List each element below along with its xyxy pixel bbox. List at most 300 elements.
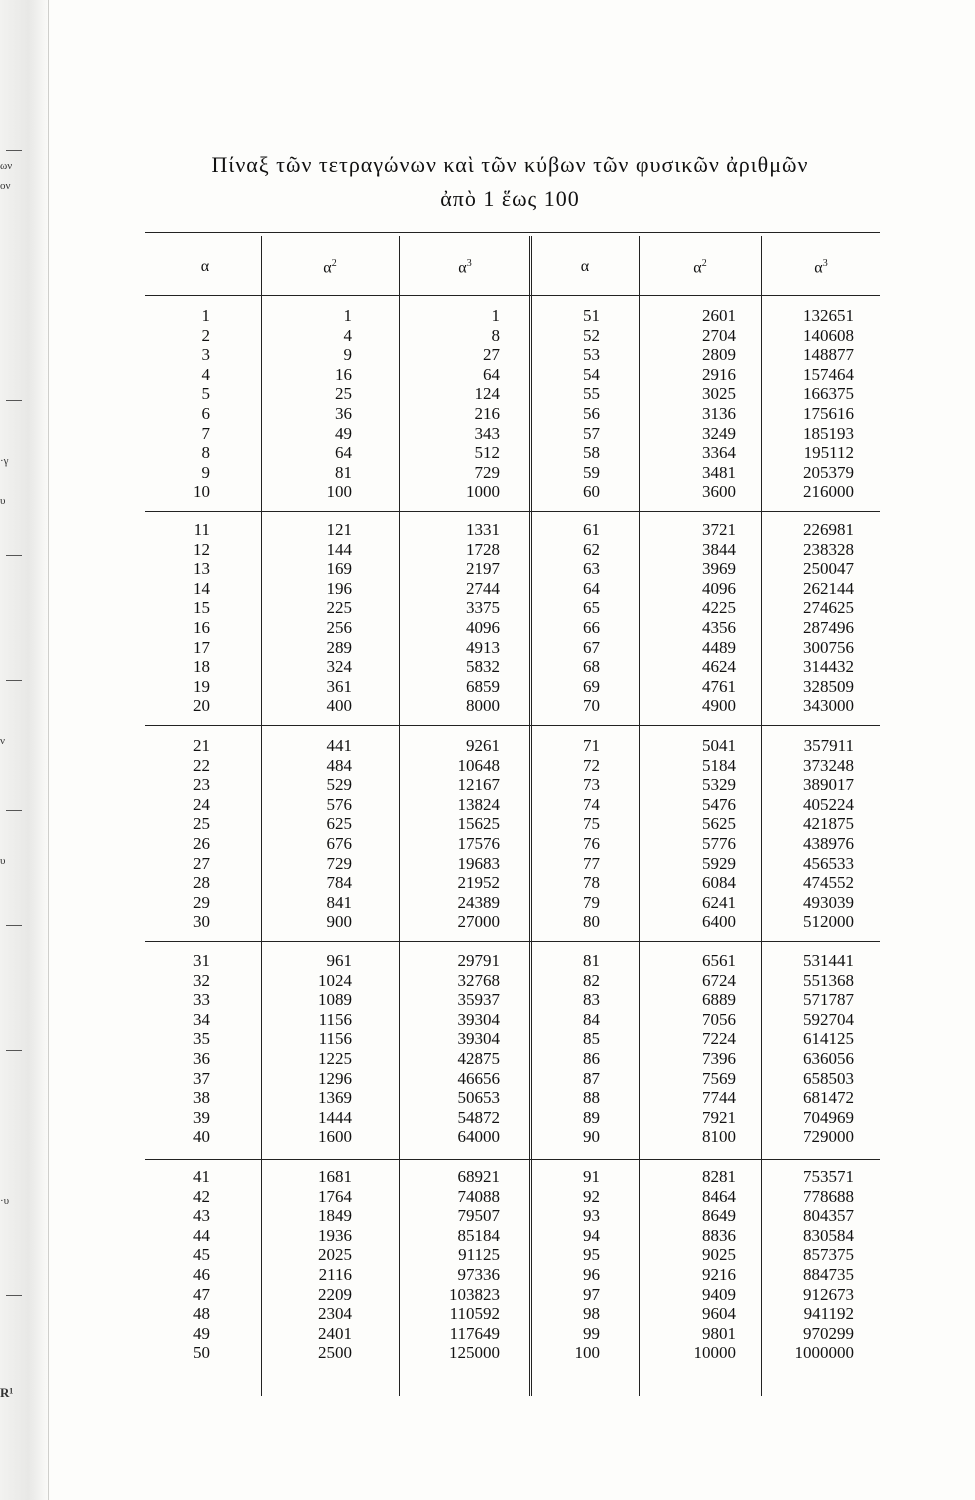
cell-square: 841 (326, 892, 352, 912)
cell-square: 1849 (318, 1206, 352, 1226)
cell-cube: 1331 (466, 520, 500, 539)
cell-square: 5041 (702, 736, 736, 755)
cell-square: 5929 (702, 853, 736, 873)
cell-n: 86 (583, 1048, 600, 1068)
table-column-group-3-left-n (150, 736, 210, 932)
cell-n: 77 (583, 853, 600, 873)
cell-n: 24 (193, 794, 210, 814)
cell-cube: 1 (491, 306, 500, 325)
page-subtitle: ἀπὸ 1 ἕως 100 (440, 186, 580, 211)
cell-square: 900 (326, 912, 352, 932)
cell-n: 9 (201, 462, 210, 482)
cell-cube: 3375 (466, 598, 500, 618)
cell-n: 60 (583, 482, 600, 502)
cell-n: 5 (201, 384, 210, 404)
table-column-rule (639, 236, 640, 1396)
cell-n: 33 (193, 990, 210, 1010)
cell-n: 48 (193, 1304, 210, 1324)
cell-n: 88 (583, 1088, 600, 1108)
cell-n: 2 (201, 325, 210, 345)
cell-cube: 195112 (803, 443, 854, 463)
cell-square: 1156 (318, 1009, 352, 1029)
cell-square: 9604 (702, 1304, 736, 1324)
cell-square: 36 (335, 403, 352, 423)
cell-square: 361 (326, 676, 352, 696)
cell-cube: 804357 (803, 1206, 854, 1226)
cell-square: 6241 (702, 892, 736, 912)
cell-n: 22 (193, 755, 210, 775)
cell-cube: 343 (474, 423, 500, 443)
cell-cube: 531441 (803, 951, 854, 970)
cell-n: 46 (193, 1264, 210, 1284)
cell-n: 71 (583, 736, 600, 755)
cell-cube: 117649 (449, 1323, 500, 1343)
cell-cube: 226981 (803, 520, 854, 539)
cell-square: 4624 (702, 657, 736, 677)
table-column-group-3-left-cube (400, 736, 500, 932)
cell-n: 80 (583, 912, 600, 932)
cell-cube: 753571 (803, 1167, 854, 1186)
cell-square: 4096 (702, 578, 736, 598)
cell-cube: 2744 (466, 578, 500, 598)
cell-cube: 456533 (803, 853, 854, 873)
cell-n: 17 (193, 637, 210, 657)
cell-square: 5776 (702, 833, 736, 853)
cell-square: 324 (326, 657, 352, 677)
cell-square: 8649 (702, 1206, 736, 1226)
cell-n: 29 (193, 892, 210, 912)
cell-n: 58 (583, 443, 600, 463)
cell-square: 961 (326, 951, 352, 970)
cell-square: 3721 (702, 520, 736, 539)
cell-cube: 39304 (457, 1009, 500, 1029)
cell-cube: 314432 (803, 657, 854, 677)
table-column-group-5-left-cube (400, 1167, 500, 1363)
cell-square: 7569 (702, 1068, 736, 1088)
table-column-group-5-right-cube (762, 1167, 854, 1363)
cell-cube: 12167 (457, 775, 500, 795)
cell-cube: 97336 (457, 1264, 500, 1284)
cell-n: 41 (193, 1167, 210, 1186)
cell-square: 2401 (318, 1323, 352, 1343)
cell-square: 16 (335, 364, 352, 384)
cell-cube: 238328 (803, 539, 854, 559)
cell-cube: 103823 (449, 1284, 500, 1304)
cell-n: 42 (193, 1186, 210, 1206)
cell-n: 66 (583, 617, 600, 637)
cell-square: 3249 (702, 423, 736, 443)
cell-square: 7056 (702, 1009, 736, 1029)
margin-fragment: ν (0, 735, 5, 747)
cell-n: 79 (583, 892, 600, 912)
cell-cube: 54872 (457, 1107, 500, 1127)
book-binding-edge (0, 0, 49, 1500)
cell-n: 18 (193, 657, 210, 677)
cell-cube: 343000 (803, 696, 854, 716)
table-column-group-4-left-sq (262, 951, 352, 1147)
cell-square: 9409 (702, 1284, 736, 1304)
cell-square: 3844 (702, 539, 736, 559)
cell-square: 289 (326, 637, 352, 657)
cell-square: 1444 (318, 1107, 352, 1127)
cell-n: 8 (201, 443, 210, 463)
cell-square: 7396 (702, 1048, 736, 1068)
cell-cube: 175616 (803, 403, 854, 423)
cell-n: 83 (583, 990, 600, 1010)
margin-fragment: R¹ (0, 1385, 14, 1400)
cell-cube: 729000 (803, 1127, 854, 1147)
cell-n: 7 (201, 423, 210, 443)
cell-cube: 912673 (803, 1284, 854, 1304)
cell-square: 6084 (702, 873, 736, 893)
cell-cube: 216 (474, 403, 500, 423)
cell-cube: 35937 (457, 990, 500, 1010)
cell-square: 676 (326, 833, 352, 853)
cell-n: 34 (193, 1009, 210, 1029)
table-column-group-2-left-sq (262, 520, 352, 716)
cell-square: 9025 (702, 1245, 736, 1265)
header-square-right: $\alpha^2$ (693, 258, 707, 277)
cell-cube: 124 (474, 384, 500, 404)
cell-cube: 157464 (803, 364, 854, 384)
cell-cube: 10648 (457, 755, 500, 775)
margin-fragment: υ (0, 495, 6, 507)
cell-square: 6561 (702, 951, 736, 970)
cell-n: 59 (583, 462, 600, 482)
header-n-left: α (200, 258, 210, 275)
cell-square: 10000 (693, 1343, 736, 1363)
table-column-group-4-right-n (532, 951, 600, 1147)
table-column-rule (531, 236, 532, 1396)
cell-n: 45 (193, 1245, 210, 1265)
cell-square: 2304 (318, 1304, 352, 1324)
cell-cube: 9261 (466, 736, 500, 755)
cell-n: 99 (583, 1323, 600, 1343)
cell-n: 69 (583, 676, 600, 696)
cell-n: 36 (193, 1048, 210, 1068)
cell-cube: 1728 (466, 539, 500, 559)
margin-fragment: ον (0, 180, 11, 192)
cell-cube: 2197 (466, 559, 500, 579)
table-column-group-2-right-n (532, 520, 600, 716)
cell-square: 4225 (702, 598, 736, 618)
cell-square: 169 (326, 559, 352, 579)
cell-square: 1936 (318, 1225, 352, 1245)
cell-n: 4 (201, 364, 210, 384)
cell-square: 7744 (702, 1088, 736, 1108)
cell-n: 23 (193, 775, 210, 795)
cell-square: 100 (326, 482, 352, 502)
cell-cube: 132651 (803, 306, 854, 325)
cell-n: 100 (574, 1343, 600, 1363)
cell-cube: 4096 (466, 617, 500, 637)
cell-n: 37 (193, 1068, 210, 1088)
cell-n: 94 (583, 1225, 600, 1245)
cell-square: 2809 (702, 345, 736, 365)
cell-n: 97 (583, 1284, 600, 1304)
cell-cube: 357911 (803, 736, 854, 755)
cell-n: 11 (193, 520, 210, 539)
cell-n: 82 (583, 970, 600, 990)
cell-cube: 27000 (457, 912, 500, 932)
cell-cube: 91125 (458, 1245, 500, 1265)
table-column-rule (399, 236, 400, 1396)
cell-n: 30 (193, 912, 210, 932)
cell-cube: 658503 (803, 1068, 854, 1088)
cell-n: 50 (193, 1343, 210, 1363)
cell-cube: 46656 (457, 1068, 500, 1088)
cell-n: 90 (583, 1127, 600, 1147)
table-column-group-1-left-n (150, 306, 210, 502)
cell-n: 53 (583, 345, 600, 365)
cell-n: 39 (193, 1107, 210, 1127)
cell-square: 1681 (318, 1167, 352, 1186)
cell-n: 51 (583, 306, 600, 325)
cell-square: 8100 (702, 1127, 736, 1147)
table-column-group-1-left-sq (262, 306, 352, 502)
table-column-group-5-left-n (150, 1167, 210, 1363)
cell-square: 2704 (702, 325, 736, 345)
cell-n: 32 (193, 970, 210, 990)
cell-square: 9216 (702, 1264, 736, 1284)
table-rule (145, 1159, 880, 1160)
cell-cube: 166375 (803, 384, 854, 404)
table-column-rule (761, 236, 762, 1396)
cell-square: 1024 (318, 970, 352, 990)
cell-n: 91 (583, 1167, 600, 1186)
table-column-group-3-right-sq (640, 736, 736, 932)
cell-cube: 493039 (803, 892, 854, 912)
cell-cube: 287496 (803, 617, 854, 637)
table-column-group-2-right-cube (762, 520, 854, 716)
table-rule (145, 295, 880, 296)
table-rule (145, 941, 880, 942)
cell-n: 78 (583, 873, 600, 893)
table-rule (145, 725, 880, 726)
cell-square: 81 (335, 462, 352, 482)
cell-square: 484 (326, 755, 352, 775)
cell-n: 38 (193, 1088, 210, 1108)
table-column-group-5-left-sq (262, 1167, 352, 1363)
cell-square: 1296 (318, 1068, 352, 1088)
cell-n: 61 (583, 520, 600, 539)
cell-n: 3 (201, 345, 210, 365)
cell-n: 47 (193, 1284, 210, 1304)
cell-square: 2209 (318, 1284, 352, 1304)
table-column-group-1-right-n (532, 306, 600, 502)
cell-n: 87 (583, 1068, 600, 1088)
cell-cube: 512 (474, 443, 500, 463)
cell-square: 400 (326, 696, 352, 716)
cell-square: 9801 (702, 1323, 736, 1343)
cell-cube: 328509 (803, 676, 854, 696)
table-column-group-4-right-sq (640, 951, 736, 1147)
cell-square: 2916 (702, 364, 736, 384)
cell-n: 28 (193, 873, 210, 893)
cell-square: 7224 (702, 1029, 736, 1049)
cell-n: 44 (193, 1225, 210, 1245)
cell-cube: 140608 (803, 325, 854, 345)
cell-square: 8836 (702, 1225, 736, 1245)
table-column-group-1-right-cube (762, 306, 854, 502)
cell-n: 20 (193, 696, 210, 716)
cell-square: 3600 (702, 482, 736, 502)
cell-cube: 50653 (457, 1088, 500, 1108)
cell-n: 10 (193, 482, 210, 502)
table-column-group-1-right-sq (640, 306, 736, 502)
cell-n: 73 (583, 775, 600, 795)
cell-cube: 74088 (457, 1186, 500, 1206)
cell-cube: 778688 (803, 1186, 854, 1206)
cell-square: 2025 (318, 1245, 352, 1265)
cell-n: 62 (583, 539, 600, 559)
cell-square: 2500 (318, 1343, 352, 1363)
header-square-left: $\alpha^2$ (323, 258, 337, 277)
cell-cube: 85184 (457, 1225, 500, 1245)
page-title: Πίναξ τῶν τετραγώνων καὶ τῶν κύβων τῶν φυσικῶν ἀριθμῶν (211, 152, 809, 177)
cell-square: 2601 (702, 306, 736, 325)
margin-fragment: υ (0, 855, 6, 867)
cell-n: 68 (583, 657, 600, 677)
cell-square: 3969 (702, 559, 736, 579)
cell-n: 31 (193, 951, 210, 970)
cell-n: 72 (583, 755, 600, 775)
cell-square: 6400 (702, 912, 736, 932)
cell-cube: 250047 (803, 559, 854, 579)
cell-cube: 592704 (803, 1009, 854, 1029)
cell-n: 21 (193, 736, 210, 755)
cell-cube: 27 (483, 345, 500, 365)
header-n-right: α (580, 258, 590, 275)
cell-n: 56 (583, 403, 600, 423)
cell-cube: 15625 (457, 814, 500, 834)
cell-n: 64 (583, 578, 600, 598)
cell-cube: 681472 (803, 1088, 854, 1108)
cell-square: 196 (326, 578, 352, 598)
cell-cube: 19683 (457, 853, 500, 873)
cell-square: 4489 (702, 637, 736, 657)
cell-cube: 571787 (803, 990, 854, 1010)
cell-cube: 636056 (803, 1048, 854, 1068)
cell-n: 70 (583, 696, 600, 716)
cell-n: 65 (583, 598, 600, 618)
cell-square: 8281 (702, 1167, 736, 1186)
cell-square: 5184 (702, 755, 736, 775)
cell-n: 96 (583, 1264, 600, 1284)
cell-cube: 474552 (803, 873, 854, 893)
cell-n: 76 (583, 833, 600, 853)
cell-cube: 970299 (803, 1323, 854, 1343)
cell-n: 93 (583, 1206, 600, 1226)
cell-cube: 185193 (803, 423, 854, 443)
cell-n: 43 (193, 1206, 210, 1226)
cell-cube: 438976 (803, 833, 854, 853)
cell-cube: 1000 (466, 482, 500, 502)
cell-cube: 39304 (457, 1029, 500, 1049)
cell-n: 15 (193, 598, 210, 618)
cell-square: 1764 (318, 1186, 352, 1206)
cell-square: 625 (326, 814, 352, 834)
cell-cube: 614125 (803, 1029, 854, 1049)
cell-square: 4900 (702, 696, 736, 716)
cell-n: 25 (193, 814, 210, 834)
cell-n: 57 (583, 423, 600, 443)
cell-cube: 857375 (803, 1245, 854, 1265)
cell-n: 16 (193, 617, 210, 637)
margin-fragment: ·γ (0, 455, 9, 467)
table-column-group-5-right-sq (640, 1167, 736, 1363)
cell-square: 9 (343, 345, 352, 365)
cell-n: 95 (583, 1245, 600, 1265)
table-column-group-4-right-cube (762, 951, 854, 1147)
cell-cube: 1000000 (794, 1343, 854, 1363)
cell-cube: 64 (483, 364, 500, 384)
cell-cube: 216000 (803, 482, 854, 502)
cell-n: 6 (201, 403, 210, 423)
cell-n: 40 (193, 1127, 210, 1147)
cell-cube: 205379 (803, 462, 854, 482)
table-rule (145, 511, 880, 512)
cell-cube: 17576 (457, 833, 500, 853)
cell-square: 4761 (702, 676, 736, 696)
cell-cube: 148877 (803, 345, 854, 365)
cell-cube: 405224 (803, 794, 854, 814)
table-column-group-4-left-cube (400, 951, 500, 1147)
cell-square: 225 (326, 598, 352, 618)
cell-cube: 42875 (457, 1048, 500, 1068)
cell-cube: 421875 (803, 814, 854, 834)
cell-n: 75 (583, 814, 600, 834)
cell-cube: 64000 (457, 1127, 500, 1147)
cell-square: 1225 (318, 1048, 352, 1068)
cell-square: 5329 (702, 775, 736, 795)
cell-square: 8464 (702, 1186, 736, 1206)
cell-cube: 830584 (803, 1225, 854, 1245)
cell-cube: 8 (491, 325, 500, 345)
cell-cube: 300756 (803, 637, 854, 657)
cell-cube: 551368 (803, 970, 854, 990)
table-column-group-3-right-cube (762, 736, 854, 932)
cell-n: 85 (583, 1029, 600, 1049)
table-column-group-2-left-cube (400, 520, 500, 716)
cell-cube: 21952 (457, 873, 500, 893)
cell-square: 4 (343, 325, 352, 345)
cell-square: 784 (326, 873, 352, 893)
table-column-group-3-right-n (532, 736, 600, 932)
table-column-group-1-left-cube (400, 306, 500, 502)
cell-square: 2116 (318, 1264, 352, 1284)
cell-cube: 32768 (457, 970, 500, 990)
cell-n: 55 (583, 384, 600, 404)
margin-fragment: ων (0, 160, 13, 172)
cell-cube: 5832 (466, 657, 500, 677)
cell-cube: 941192 (803, 1304, 854, 1324)
cell-square: 3364 (702, 443, 736, 463)
table-column-group-2-left-n (150, 520, 210, 716)
cell-cube: 29791 (457, 951, 500, 970)
cell-n: 1 (201, 306, 210, 325)
cell-cube: 4913 (466, 637, 500, 657)
table-column-rule (261, 236, 262, 1396)
cell-n: 89 (583, 1107, 600, 1127)
cell-cube: 24389 (457, 892, 500, 912)
cell-square: 1089 (318, 990, 352, 1010)
cell-cube: 125000 (449, 1343, 500, 1363)
cell-square: 1600 (318, 1127, 352, 1147)
cell-n: 26 (193, 833, 210, 853)
cell-square: 25 (335, 384, 352, 404)
cell-n: 27 (193, 853, 210, 873)
